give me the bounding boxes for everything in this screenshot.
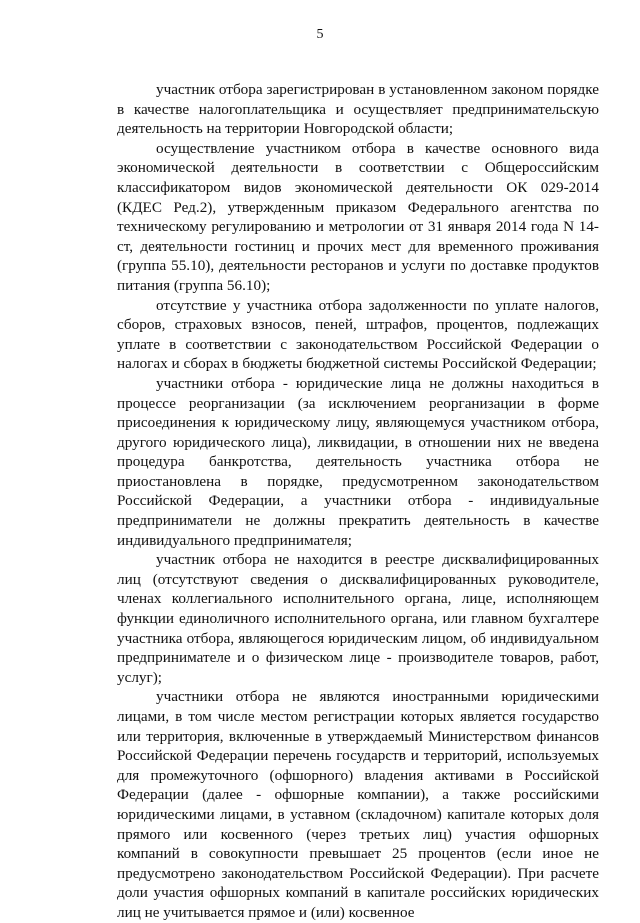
paragraph-disqualified-registry: участник отбора не находится в реестре дисквалифицированных лиц (отсутствуют сведения о дисквалифицированных руководителе, членах коллегиального исполнительного органа, лице, исполняющем функции единоличного исполнительного органа, или главном бухгалтере участника отбора, являющегося юридическим лицом, об индивидуальном предпринимателе и о физическом лице - производителе товаров, работ, услуг); — [117, 551, 599, 686]
paragraph-no-tax-debt: отсутствие у участника отбора задолженности по уплате налогов, сборов, страховых взносов, пеней, штрафов, процентов, подлежащих уплате в соответствии с законодательством Российской Федерации о налогах и сборах в бюджеты бюджетной системы Российской Федерации; — [117, 296, 599, 373]
page-number: 5 — [316, 27, 324, 42]
paragraph-foreign-entities: участники отбора не являются иностранными юридическими лицами, в том числе местом регистрации которых является государство или территория, включенные в утверждаемый Министерством финансов Российской Федерации перечень государств и территорий, используемых для промежуточного (офшорного) владения активами в Российской Федерации (далее - офшорные компании), а также российскими юридическими лицами, в уставном (складочном) капитале которых доля прямого или косвенного (через третьих лиц) участия офшорных компаний в совокупности превышает 25 процентов (если иное не предусмотрено законодательством Российской Федерации). При расчете доли участия офшорных компаний в капитале российских юридических лиц не учитывается прямое и (или) косвенное — [117, 688, 599, 921]
paragraph-activity-type: осуществление участником отбора в качестве основного вида экономической деятельности в соответствии с Общероссийским классификатором видов экономической деятельности ОК 029-2014 (КДЕС Ред.2), утвержденным приказом Федерального агентства по техническому регулированию и метрологии от 31 января 2014 года N 14-ст, деятельности гостиниц и прочих мест для временного проживания (группа 55.10), деятельности ресторанов и услуги по доставке продуктов питания (группа 56.10); — [117, 139, 599, 294]
document-body — [117, 80, 599, 923]
paragraph-no-reorganization: участники отбора - юридические лица не должны находиться в процессе реорганизации (за исключением реорганизации в форме присоединения к юридическому лицу, являющемуся участником отбора, другого юридического лица), ликвидации, в отношении них не введена процедура банкротства, деятельность участника отбора не приостановлена в порядке, предусмотренном законодательством Российской Федерации, а участники отбора - индивидуальные предприниматели не должны прекратить деятельность в качестве индивидуального предпринимателя; — [117, 374, 599, 549]
paragraph-registration: участник отбора зарегистрирован в установленном законом порядке в качестве налогоплательщика и осуществляет предпринимательскую деятельность на территории Новгородской области; — [117, 81, 599, 138]
